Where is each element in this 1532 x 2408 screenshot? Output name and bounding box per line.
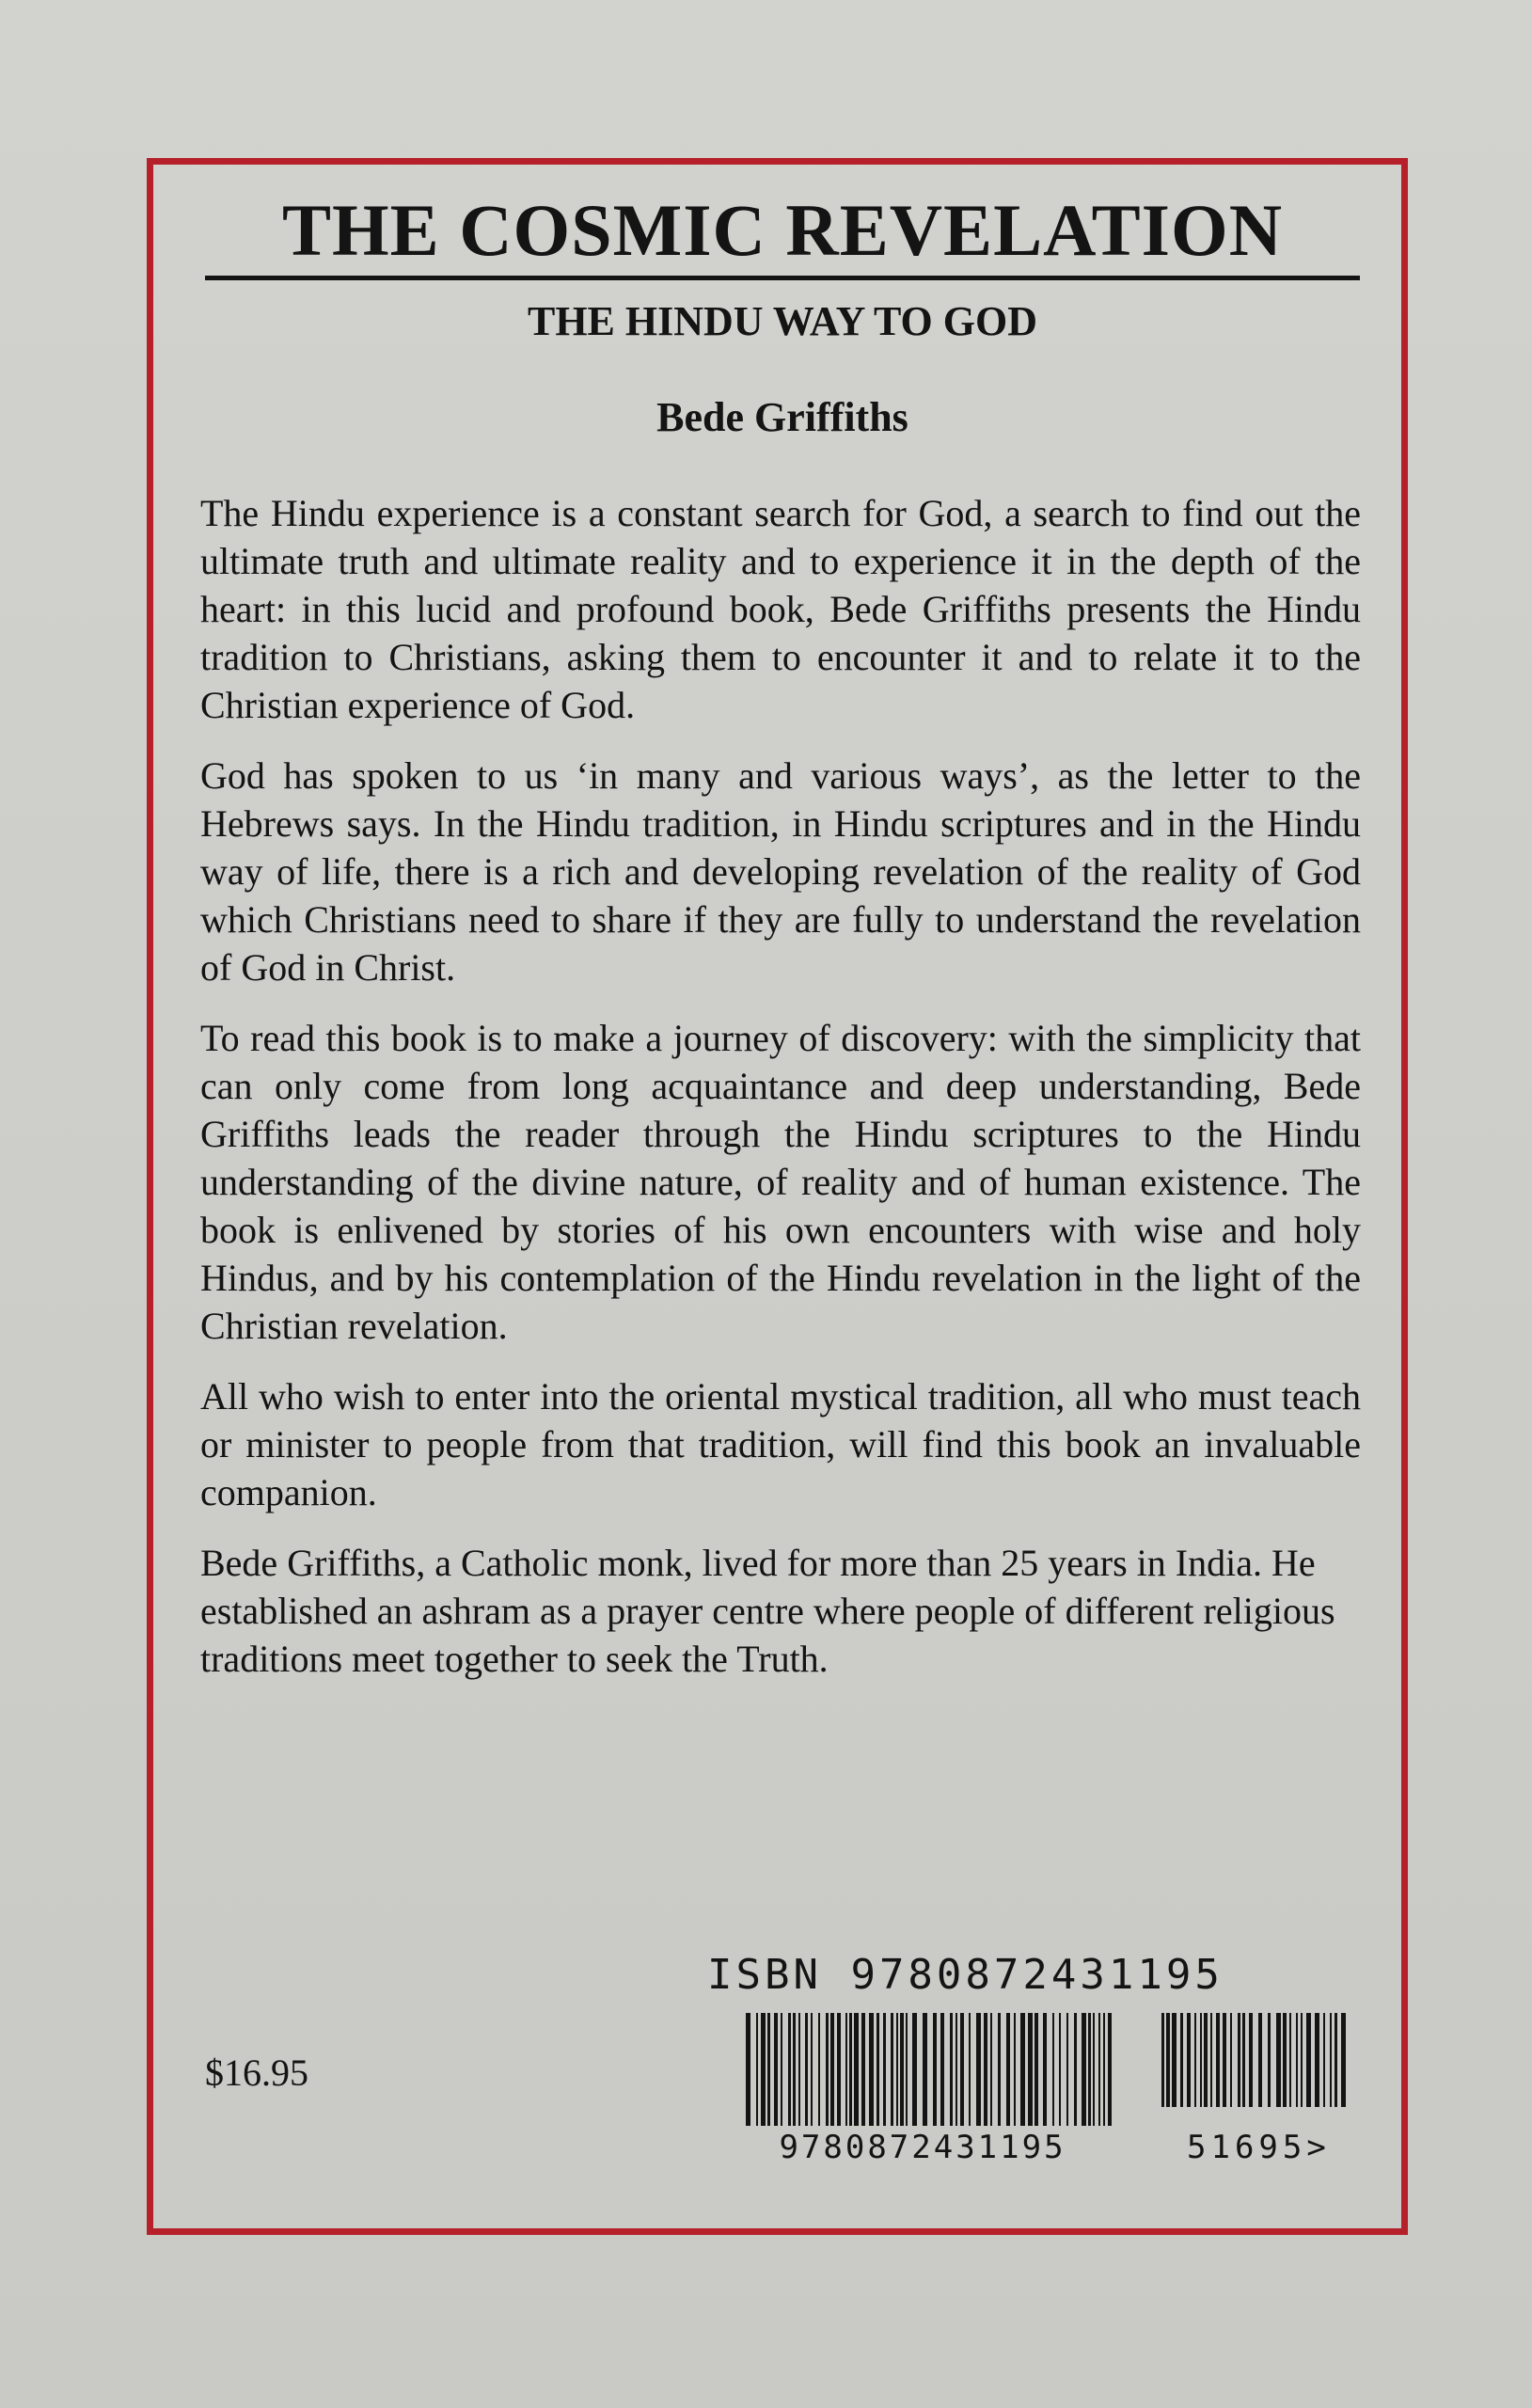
barcode-bar [746,2013,750,2126]
barcode-bar [1187,2013,1191,2107]
barcode-bar [861,2013,865,2126]
barcode-bar [950,2013,953,2126]
barcode-bar [845,2013,847,2126]
barcode-bar [933,2013,937,2126]
barcode-bar [830,2013,834,2126]
barcode-bar [1289,2013,1291,2107]
barcode-bar [1301,2013,1303,2107]
barcode-bar [896,2013,898,2126]
barcode-bar [976,2013,981,2126]
barcode-bar [1330,2013,1332,2107]
barcode-bar [756,2013,758,2126]
barcode-bar [1059,2013,1061,2126]
barcode-bar [1161,2013,1164,2107]
book-subtitle: THE HINDU WAY TO GOD [527,298,1037,344]
barcode-bar [1172,2013,1177,2107]
barcode-bar [1315,2013,1319,2107]
barcode-bar [984,2013,987,2126]
barcode-bar [1230,2013,1232,2107]
barcode-bar [940,2013,944,2126]
barcode-bar [877,2013,879,2126]
blurb-paragraph-2: God has spoken to us ‘in many and various ways’, as the letter to the Hebrews says. In the Hindu tradition, in Hindu scriptures and in the Hindu way of life, there is a rich and developing revelation of the reality of God which Christians need to share if they are fully to understand the revelation of God in Christ. [200,754,1361,989]
barcode-bar [1268,2013,1271,2107]
barcode-bar [1238,2013,1240,2107]
barcode-bar [854,2013,859,2126]
barcode-bar [781,2013,782,2126]
barcode-bar [1194,2013,1196,2107]
addon-digits: 51695> [1187,2129,1331,2166]
barcode-bar [1216,2013,1220,2107]
barcode-bar [1223,2013,1226,2107]
barcode-bar [1020,2013,1025,2126]
blurb-paragraph-4: All who wish to enter into the oriental mystical tradition, all who must teach or minister to people from that tradition, will find this book an invaluable companion. [200,1375,1361,1513]
book-title: THE COSMIC REVELATION [281,189,1284,271]
barcode-bar [1014,2013,1016,2126]
barcode-bar [912,2013,917,2126]
barcode-bar [1242,2013,1245,2107]
barcode-bar [1093,2013,1095,2126]
barcode-bar [761,2013,766,2126]
barcode-bar [1296,2013,1298,2107]
barcode-bar [1249,2013,1253,2107]
barcode-bar [869,2013,874,2126]
barcode-bar [1043,2013,1047,2126]
barcode-bar [1103,2013,1105,2126]
author-bio: Bede Griffiths, a Catholic monk, lived for more than 25 years in India. He established an ashram as a prayer centre where people of different religious traditions meet together to seek the Truth. [200,1542,1335,1680]
barcode-bar [1258,2013,1262,2107]
barcode-bar [798,2013,800,2126]
barcode-bar [891,2013,893,2126]
isbn-label: ISBN 9780872431195 [707,1951,1224,1999]
barcode-bar [767,2013,770,2126]
barcode-bar [1006,2013,1010,2126]
barcode-bar [793,2013,796,2126]
barcode-bar [811,2013,813,2126]
barcode-bar [837,2013,841,2126]
barcode-bar [906,2013,908,2126]
blurb [200,489,1361,1705]
barcode-bar [1082,2013,1086,2126]
blurb-paragraph-1: The Hindu experience is a constant search for God, a search to find out the ultimate truth and ultimate reality and to experience it in the depth of the heart: in this lucid and profound book, Bede Griffiths presents the Hindu tradition to Christians, asking them to encounter it and to relate it to the Christian experience of God. [200,492,1361,726]
barcode-bar [788,2013,791,2126]
barcode-bar [1052,2013,1054,2126]
barcode-bar [923,2013,927,2126]
barcode-bar [1210,2013,1212,2107]
barcode-bar [1283,2013,1287,2107]
barcode-bar [1108,2013,1112,2126]
barcode-bar [826,2013,829,2126]
barcode-bar [1074,2013,1077,2126]
barcode-bar [1034,2013,1038,2126]
barcode-bar [956,2013,957,2126]
barcode-bar [990,2013,992,2126]
barcode-bar [1204,2013,1208,2107]
barcode-bar [969,2013,971,2126]
barcode-bar [1200,2013,1202,2107]
barcode [729,2013,1350,2182]
barcode-bar [1180,2013,1183,2107]
barcode-bar [1341,2013,1346,2107]
barcode-bar [900,2013,904,2126]
title-underline [205,276,1360,280]
barcode-bar [1276,2013,1281,2107]
barcode-bar [1323,2013,1325,2107]
barcode-bar [818,2013,820,2126]
blurb-paragraph-3: To read this book is to make a journey of discovery: with the simplicity that can only come from long acquaintance and deep understanding, Bede Griffiths leads the reader through the Hindu scriptures to the Hindu understanding of the divine nature, of reality and of human existence. The book is enlivened by stories of his own encounters with wise and holy Hindus, and by his contemplation of the Hindu revelation in the light of the Christian revelation. [200,1017,1361,1347]
barcode-digits: 9780872431195 [779,2129,1066,2166]
author-name: Bede Griffiths [656,394,908,440]
barcode-bar [774,2013,778,2126]
barcode-bar [1306,2013,1311,2107]
barcode-bar [1088,2013,1091,2126]
barcode-bar [960,2013,964,2126]
barcode-bar [998,2013,1001,2126]
price: $16.95 [205,2052,308,2094]
barcode-bar [1098,2013,1100,2126]
barcode-bar [883,2013,886,2126]
barcode-bar [1335,2013,1337,2107]
barcode-bar [1028,2013,1033,2126]
barcode-bar [849,2013,852,2126]
barcode-bar [1166,2013,1170,2107]
barcode-bar [1066,2013,1068,2126]
barcode-bar [805,2013,808,2126]
barcode-bars [729,2013,1350,2131]
